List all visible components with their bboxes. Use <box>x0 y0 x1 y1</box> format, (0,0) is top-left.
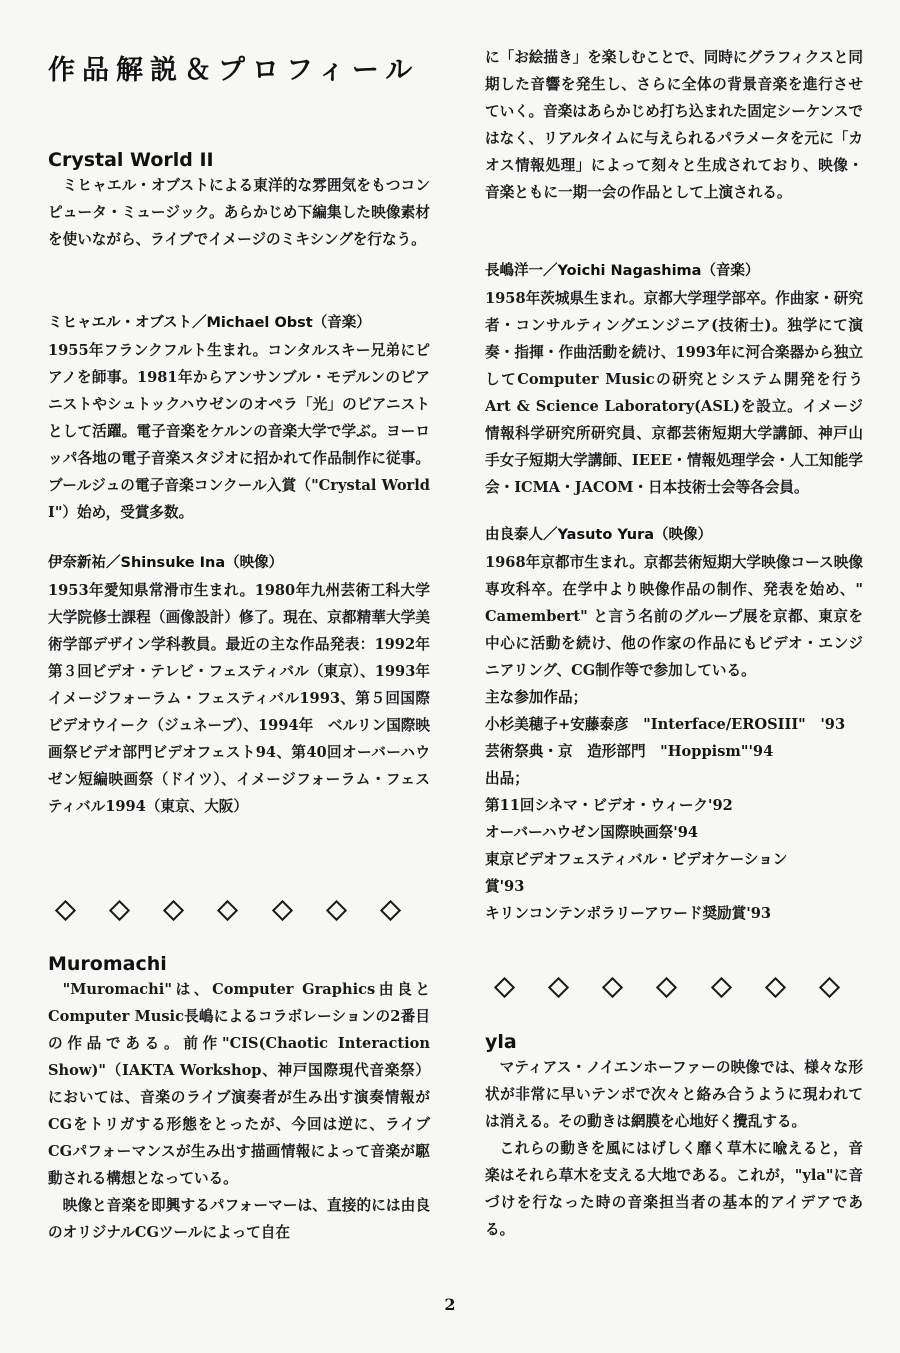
section-title-muromachi: Muromachi <box>48 953 167 975</box>
muromachi-continuation-text: に「お絵描き」を楽しむことで、同時にグラフィクスと同期した音響を発生し、さらに全体の背景音楽を進行させていく。音楽はあらかじめ打ち込まれた固定シーケンスではなく、リアルタイムに与えられるパラメータを元に「カオス情報処理」によって刻々と生成されており、映像・音楽ともに一期一会の作品として上演される。 <box>485 49 863 201</box>
yura-profile <box>485 522 863 927</box>
list-item: 小杉美穂子+安藤泰彦 "Interface/EROSIII" '93 <box>485 716 846 733</box>
page-title: 作品解説＆プロフィール <box>48 55 420 86</box>
crystal-world-description: ミヒャエル・オブストによる東洋的な雰囲気をもつコンピュータ・ミュージック。あらかじめ下編集した映像素材を使いながら、ライブでイメージのミキシングを行なう。 <box>48 177 430 248</box>
exhibits-list <box>485 792 863 927</box>
list-item: 第11回シネマ・ビデオ・ウィーク'92 <box>485 797 733 814</box>
diamond-ornament <box>163 900 184 921</box>
list-item: キリンコンテンポラリーアワード奨励賞'93 <box>485 905 772 922</box>
exhibits-label: 出品； <box>485 770 529 787</box>
section-title-yla: yla <box>485 1031 517 1053</box>
page-number: 2 <box>444 1295 456 1314</box>
list-item: 東京ビデオフェスティバル・ビデオケーション <box>485 851 788 868</box>
diamond-ornament <box>711 977 732 998</box>
diamond-ornament <box>380 900 401 921</box>
yla-section <box>485 1030 863 1243</box>
section-title-crystal-world: Crystal World II <box>48 149 214 171</box>
muromachi-section <box>48 952 430 1246</box>
nagashima-profile <box>485 258 863 501</box>
works-list <box>485 711 863 765</box>
yla-paragraph-1: マティアス・ノイエンホーファーの映像では、様々な形状が非常に早いテンポで次々と絡み合うように現われては消える。その動きは網膜を心地好く攪乱する。 <box>485 1059 863 1130</box>
works-label: 主な参加作品； <box>485 689 588 706</box>
profile-name-yura: 由良泰人／Yasuto Yura（映像） <box>485 527 713 543</box>
diamond-ornament <box>765 977 786 998</box>
muromachi-paragraph-1: "Muromachi"は、Computer Graphics由良とComputer Music長嶋によるコラボレーションの2番目の作品である。前作"CIS(Chaotic Interaction Show)"（IAKTA Workshop、神戸国際現代音楽祭）においては、音楽のライブ演奏者が生み出す演奏情報がCGをトリガする形態をとったが、今回は逆に、ライブCGパフォーマンスが生み出す描画情報によって音楽が駆動される構想となっている。 <box>48 981 430 1187</box>
diamond-ornament <box>819 977 840 998</box>
profile-name-ina: 伊奈新祐／Shinsuke Ina（映像） <box>48 555 284 571</box>
profile-name-obst: ミヒャエル・オブスト／Michael Obst（音楽） <box>48 315 371 331</box>
profile-bio-obst: 1955年フランクフルト生まれ。コンタルスキー兄弟にピアノを師事。1981年からアンサンブル・モデルンのピアニストやシュトックハウゼンのオペラ「光」のピアニストとして活躍。電子音楽をケルンの音楽大学で学ぶ。ヨーロッパ各地の電子音楽スタジオに招かれて作品制作に従事。ブールジュの電子音楽コンクール入賞（"Crystal World I"）始め，受賞多数。 <box>48 342 430 521</box>
obst-profile <box>48 310 430 526</box>
muromachi-continuation <box>485 44 863 206</box>
section-divider-right <box>497 980 837 995</box>
profile-bio-ina: 1953年愛知県常滑市生まれ。1980年九州芸術工科大学大学院修士課程（画像設計）修了。現在、京都精華大学美術学部デザイン学科教員。最近の主な作品発表：1992年 第３回ビデオ・テレビ・フェスティバル（東京）、1993年 イメージフォーラム・フェスティバル1993、第５回国際ビデオウイーク（ジュネーブ）、1994年 ベルリン国際映画祭ビデオ部門ビデオフェスト94、第40回オーバーハウゼン短編映画祭（ドイツ）、イメージフォーラム・フェスティバル1994（東京、大阪） <box>48 582 445 815</box>
diamond-ornament <box>272 900 293 921</box>
diamond-ornament <box>55 900 76 921</box>
diamond-ornament <box>548 977 569 998</box>
list-item: オーバーハウゼン国際映画祭'94 <box>485 824 699 841</box>
profile-name-nagashima: 長嶋洋一／Yoichi Nagashima（音楽） <box>485 263 760 279</box>
list-item: 賞'93 <box>485 878 525 895</box>
crystal-world-section <box>48 148 430 253</box>
ina-profile <box>48 550 445 820</box>
diamond-ornament <box>656 977 677 998</box>
profile-bio-yura: 1968年京都市生まれ。京都芸術短期大学映像コース映像専攻科卒。在学中より映像作品の制作、発表を始め、" Camembert" と言う名前のグループ展を京都、東京を中心に活動を続け、他の作家の作品にもビデオ・エンジニアリング、CG制作等で参加している。 <box>485 554 863 679</box>
diamond-ornament <box>109 900 130 921</box>
diamond-ornament <box>602 977 623 998</box>
diamond-ornament <box>326 900 347 921</box>
list-item: 芸術祭典・京 造形部門 "Hoppism"'94 <box>485 743 774 760</box>
yla-paragraph-2: これらの動きを風にはげしく靡く草木に喩えると，音楽はそれら草木を支える大地である。これが，"yla"に音づけを行なった時の音楽担当者の基本的アイデアである。 <box>485 1140 863 1238</box>
diamond-ornament <box>494 977 515 998</box>
diamond-ornament <box>217 900 238 921</box>
profile-bio-nagashima: 1958年茨城県生まれ。京都大学理学部卒。作曲家・研究者・コンサルティングエンジニア(技術士)。独学にて演奏・指揮・作曲活動を続け、1993年に河合楽器から独立してComputer Musicの研究とシステム開発を行うArt & Science Laboratory(ASL)を設立。イメージ情報科学研究所研究員、京都芸術短期大学講師、神戸山手女子短期大学講師、IEEE・情報処理学会・人工知能学会・ICMA・JACOM・日本技術士会等各会員。 <box>485 290 863 496</box>
muromachi-paragraph-2: 映像と音楽を即興するパフォーマーは、直接的には由良のオリジナルCGツールによって自在 <box>48 1197 430 1241</box>
section-divider-left <box>58 903 398 918</box>
